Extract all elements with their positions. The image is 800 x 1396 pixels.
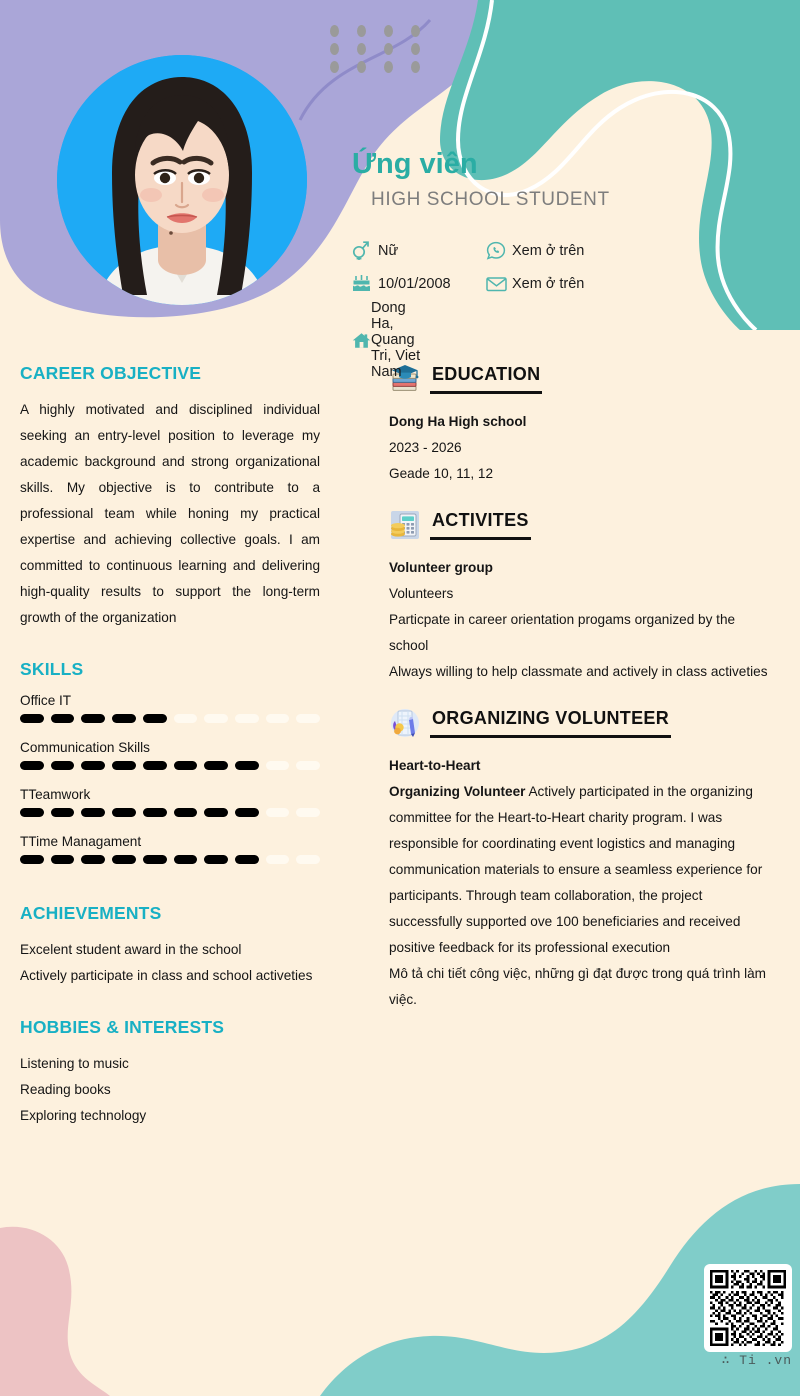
skill-segment <box>235 714 259 723</box>
candidate-name: Ứng viên <box>352 148 478 180</box>
career-objective-body: A highly motivated and disciplined individual seeking an entry-level position to leverage my academic background and strong organizational skills. My objective is to contribute to a professional team while honing my practical expertise and achieving collective goals. I am committed to continuous learning and delivering high-quality results to support the long-term growth of the organization <box>20 402 320 625</box>
contact-email <box>486 267 686 300</box>
skills-title: SKILLS <box>20 659 84 679</box>
address-value: Dong Ha, Quang Tri, Viet Nam <box>371 300 421 380</box>
skill-item <box>20 787 320 817</box>
skill-segment <box>174 761 198 770</box>
volunteer-org: Heart-to-Heart <box>389 758 481 773</box>
avatar <box>57 55 307 305</box>
skill-segment <box>20 714 44 723</box>
skill-segment <box>20 761 44 770</box>
gender-icon <box>352 241 378 260</box>
dot-grid-decoration <box>330 25 430 70</box>
volunteer-body: Actively participated in the organizing committee for the Heart-to-Heart charity program. I was responsible for coordinating event logistics and managing communication materials to ensure a seamless experience for participants. Through team collaboration, the project successfully supported ove 100 beneficiaries and received positive feedback for its professional execution <box>389 784 763 955</box>
calculator-coins-icon <box>389 509 421 541</box>
skill-item <box>20 834 320 864</box>
skill-segment <box>266 855 290 864</box>
hobby-item: Exploring technology <box>20 1108 147 1123</box>
education-grades: Geade 10, 11, 12 <box>389 466 494 481</box>
skill-segment <box>174 855 198 864</box>
envelope-icon <box>486 276 512 292</box>
skill-label: Communication Skills <box>20 740 150 755</box>
skill-rating-bar <box>20 761 320 770</box>
skill-segment <box>235 761 259 770</box>
skill-rating-bar <box>20 808 320 817</box>
phone-value: Xem ở trên <box>512 242 585 259</box>
skill-segment <box>235 808 259 817</box>
skill-segment <box>20 808 44 817</box>
section-organizing-volunteer <box>389 707 771 1013</box>
skill-segment <box>296 714 320 723</box>
contact-gender <box>352 234 492 267</box>
section-hobbies <box>20 1017 320 1129</box>
activities-underline <box>430 537 531 540</box>
volunteer-title: ORGANIZING VOLUNTEER <box>432 708 670 728</box>
skill-label: Office IT <box>20 693 72 708</box>
skill-segment <box>143 808 167 817</box>
achievement-line: Actively participate in class and school activeties <box>20 968 313 983</box>
contact-address <box>352 300 422 380</box>
skill-segment <box>266 761 290 770</box>
email-value: Xem ở trên <box>512 275 585 292</box>
section-activities <box>389 509 771 685</box>
skill-segment <box>51 855 75 864</box>
skill-segment <box>296 761 320 770</box>
skill-segment <box>266 808 290 817</box>
skill-item <box>20 693 320 723</box>
skill-segment <box>143 855 167 864</box>
education-years: 2023 - 2026 <box>389 440 462 455</box>
skill-segment <box>81 714 105 723</box>
education-school: Dong Ha High school <box>389 414 527 429</box>
home-icon <box>352 332 371 349</box>
skill-segment <box>174 714 198 723</box>
skill-segment <box>235 855 259 864</box>
skill-item <box>20 740 320 770</box>
education-title: EDUCATION <box>432 364 541 384</box>
activities-title: ACTIVITES <box>432 510 529 530</box>
right-column <box>389 363 771 1013</box>
hobby-item: Reading books <box>20 1082 111 1097</box>
skill-segment <box>204 855 228 864</box>
birthday-value: 10/01/2008 <box>378 275 451 292</box>
skill-segment <box>81 761 105 770</box>
activities-role: Volunteers <box>389 586 454 601</box>
skill-segment <box>51 714 75 723</box>
section-achievements <box>20 903 320 989</box>
skill-segment <box>112 714 136 723</box>
footer-decoration <box>0 1156 800 1396</box>
volunteer-placeholder: Mô tả chi tiết công việc, những gì đạt được trong quá trình làm việc. <box>389 966 766 1007</box>
skill-segment <box>174 808 198 817</box>
skill-segment <box>204 714 228 723</box>
volunteer-underline <box>430 735 671 738</box>
left-column <box>20 363 320 1129</box>
activities-group: Volunteer group <box>389 560 493 575</box>
skill-segment <box>143 761 167 770</box>
skill-segment <box>51 808 75 817</box>
skill-segment <box>51 761 75 770</box>
skill-segment <box>112 808 136 817</box>
achievement-line: Excelent student award in the school <box>20 942 242 957</box>
skill-segment <box>81 808 105 817</box>
skill-segment <box>112 855 136 864</box>
artist-palette-icon <box>389 707 421 739</box>
skill-label: TTime Managament <box>20 834 142 849</box>
skill-segment <box>266 714 290 723</box>
qr-code[interactable] <box>704 1264 792 1352</box>
phone-chat-icon <box>486 241 512 261</box>
hobby-item: Listening to music <box>20 1056 129 1071</box>
section-education <box>389 363 771 487</box>
birthday-cake-icon <box>352 275 378 292</box>
skill-segment <box>112 761 136 770</box>
activities-line: Particpate in career orientation progams organized by the school <box>389 612 736 653</box>
skill-segment <box>204 761 228 770</box>
skill-segment <box>20 855 44 864</box>
volunteer-role: Organizing Volunteer <box>389 784 526 799</box>
skill-segment <box>143 714 167 723</box>
skills-list <box>20 693 320 864</box>
activities-line: Always willing to help classmate and actively in class activeties <box>389 664 768 679</box>
skill-label: TTeamwork <box>20 787 91 802</box>
skill-segment <box>204 808 228 817</box>
gender-value: Nữ <box>378 242 399 259</box>
section-career-objective <box>20 363 320 631</box>
section-skills <box>20 659 320 864</box>
hobbies-title: HOBBIES & INTERESTS <box>20 1017 225 1037</box>
skill-segment <box>296 855 320 864</box>
contact-phone <box>486 234 686 267</box>
skill-segment <box>81 855 105 864</box>
skill-rating-bar <box>20 855 320 864</box>
achievements-title: ACHIEVEMENTS <box>20 903 162 923</box>
candidate-role: HIGH SCHOOL STUDENT <box>371 189 610 210</box>
watermark-text: ∴ Ti .vn <box>721 1353 792 1368</box>
skill-segment <box>296 808 320 817</box>
education-underline <box>430 391 542 394</box>
career-objective-title: CAREER OBJECTIVE <box>20 363 202 383</box>
contact-birthday <box>352 267 492 300</box>
skill-rating-bar <box>20 714 320 723</box>
